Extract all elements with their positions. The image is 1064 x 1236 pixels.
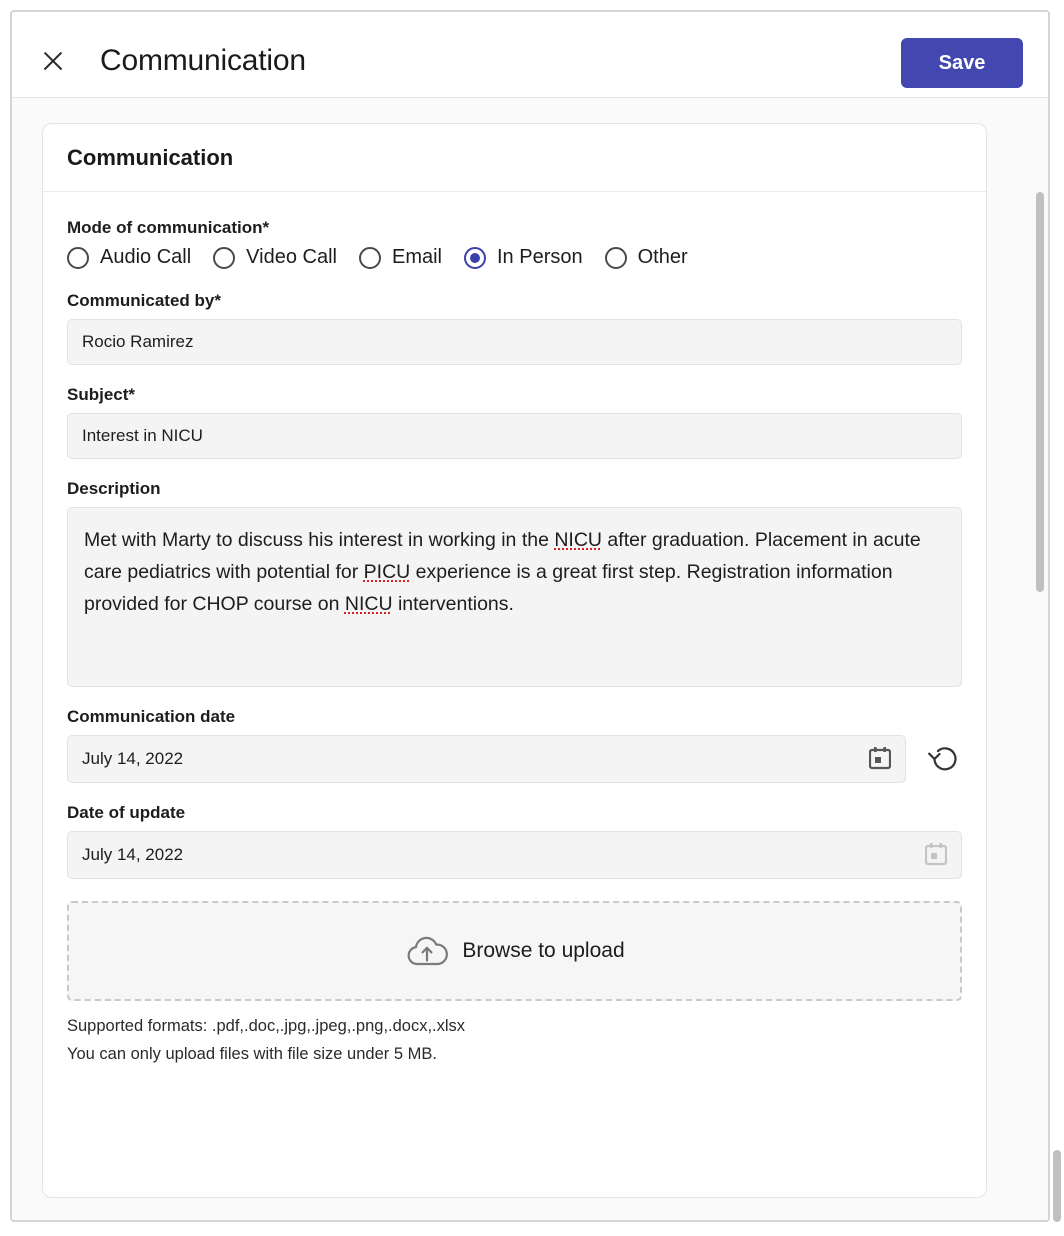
cloud-upload-icon — [404, 933, 450, 969]
radio-circle-icon — [605, 247, 627, 269]
calendar-icon-disabled — [925, 843, 947, 866]
card-title: Communication — [67, 145, 234, 170]
description-textarea[interactable] — [67, 507, 962, 687]
calendar-icon[interactable] — [869, 747, 891, 770]
file-size-limit-note: You can only upload files with file size under 5 MB. — [67, 1045, 437, 1063]
communication-date-row — [67, 735, 962, 783]
dialog-content — [12, 98, 1048, 1220]
communicated-by-label-text: Communicated by — [67, 291, 215, 310]
subject-label — [67, 385, 962, 405]
description-part: experience is a great first step. Registration information provided for CHOP course on — [84, 561, 893, 615]
radio-option-other[interactable] — [605, 246, 688, 269]
page-scrollbar-thumb[interactable] — [1053, 1150, 1061, 1222]
date-of-update-field — [67, 803, 962, 879]
radio-label: Audio Call — [100, 246, 192, 268]
radio-circle-icon — [67, 247, 89, 269]
description-field — [67, 479, 962, 687]
radio-option-video-call[interactable] — [213, 246, 337, 269]
card-body — [43, 192, 986, 1067]
date-of-update-value: July 14, 2022 — [82, 845, 184, 864]
radio-label: Video Call — [246, 246, 337, 268]
misspelled-word: NICU — [554, 529, 603, 551]
radio-circle-selected-icon — [464, 247, 486, 269]
page-scrollbar[interactable] — [1050, 0, 1064, 1236]
communication-date-input[interactable] — [67, 735, 906, 783]
communication-date-label: Communication date — [67, 707, 236, 726]
radio-option-email[interactable] — [359, 246, 442, 269]
radio-label: In Person — [497, 246, 583, 268]
save-button[interactable]: Save — [901, 38, 1023, 88]
card-header — [43, 124, 986, 192]
page-title: Communication — [100, 44, 306, 77]
radio-circle-icon — [359, 247, 381, 269]
radio-option-audio-call[interactable] — [67, 246, 191, 269]
description-part: interventions. — [392, 593, 514, 615]
communication-date-value: July 14, 2022 — [82, 749, 184, 768]
date-of-update-input[interactable] — [67, 831, 962, 879]
required-marker: * — [262, 218, 270, 237]
subject-label-text: Subject — [67, 385, 129, 404]
description-label: Description — [67, 479, 161, 498]
communication-dialog — [10, 10, 1050, 1222]
content-scrollbar-thumb[interactable] — [1036, 192, 1044, 592]
browse-to-upload-label: Browse to upload — [462, 939, 625, 962]
reset-icon[interactable] — [928, 742, 962, 776]
subject-input[interactable]: Interest in NICU — [67, 413, 962, 459]
radio-label: Email — [391, 246, 442, 268]
content-scrollbar[interactable] — [1034, 186, 1046, 1222]
required-marker: * — [128, 385, 136, 404]
communication-date-field — [67, 707, 962, 783]
supported-formats-note: Supported formats: .pdf,.doc,.jpg,.jpeg,.png,.docx,.xlsx — [67, 1017, 466, 1035]
communicated-by-field — [67, 291, 962, 365]
browse-to-upload-dropzone[interactable] — [67, 901, 962, 1001]
date-of-update-label: Date of update — [67, 803, 186, 822]
misspelled-word: PICU — [363, 561, 411, 583]
communicated-by-input[interactable]: Rocio Ramirez — [67, 319, 962, 365]
required-marker: * — [214, 291, 221, 310]
mode-of-communication-label — [67, 218, 962, 238]
dialog-header — [12, 12, 1048, 98]
description-part: Met with Marty to discuss his interest in working in the — [84, 529, 555, 551]
close-icon[interactable] — [40, 48, 66, 74]
description-part: after graduation. Placement in acute care pediatrics with potential for — [84, 529, 921, 583]
communication-card — [42, 123, 987, 1198]
radio-option-in-person[interactable] — [464, 246, 583, 269]
mode-label-text: Mode of communication — [67, 218, 263, 237]
communicated-by-label — [67, 291, 962, 311]
mode-of-communication-radio-group — [67, 246, 962, 269]
subject-field — [67, 385, 962, 459]
radio-label: Other — [637, 246, 688, 268]
misspelled-word: NICU — [344, 593, 393, 615]
radio-circle-icon — [213, 247, 235, 269]
